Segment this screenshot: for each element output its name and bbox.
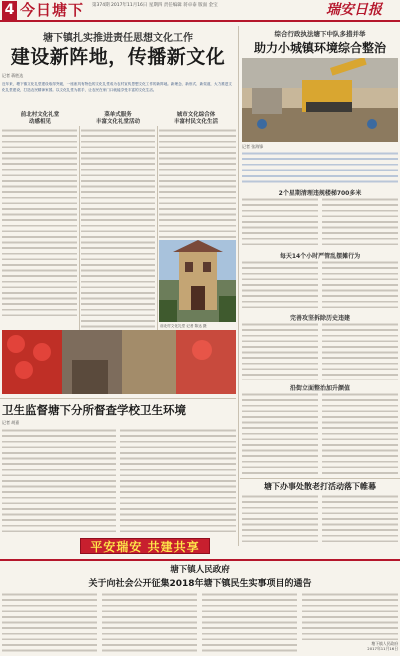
right-top-headline: 助力小城镇环境综合整治 — [253, 41, 386, 55]
section-divider — [240, 478, 400, 479]
notice-text-3 — [202, 592, 297, 652]
festival-photo — [2, 330, 236, 394]
column-rule — [157, 126, 158, 331]
demolition-photo-image — [242, 58, 398, 142]
left-mid-text-1 — [2, 428, 116, 532]
right-text-2b — [322, 260, 398, 310]
lead-photo-image — [159, 240, 236, 322]
lead-headline: 建设新阵地，传播新文化 — [10, 46, 226, 68]
right-mid-text-b — [322, 494, 398, 546]
newspaper-logo: 瑞安日报 — [326, 2, 382, 18]
right-text-4a — [242, 392, 318, 474]
column-rule — [79, 126, 80, 331]
left-mid-headline: 卫生监督塘下分所督查学校卫生环境 — [2, 403, 186, 417]
left-mid-text-2 — [120, 428, 236, 532]
right-subhead-4: 沿街立面整治加升颜值 — [289, 385, 350, 392]
right-text-3a — [242, 322, 318, 380]
lead-photo-caption: 前北村文化礼堂 记者 陈达 摄 — [160, 324, 207, 328]
right-subhead-3: 完善攻坚拆除历史违建 — [289, 315, 350, 322]
notice-text-4 — [302, 592, 398, 640]
right-text-1b — [322, 197, 398, 249]
right-mid-text-a — [242, 494, 318, 546]
lead-kicker: 塘下镇扎实推进责任思想文化工作 — [43, 33, 193, 44]
left-mid-byline: 记者 胡嘉 — [2, 420, 20, 425]
lead-byline: 记者 蒋胜达 — [2, 73, 24, 78]
right-text-3b — [322, 322, 398, 380]
festival-photo-image — [2, 330, 236, 394]
lead-column-1-text — [2, 128, 77, 320]
safety-banner: 平安瑞安 共建共享 — [80, 538, 210, 554]
right-subhead-2: 每天14个小时严管乱摆摊行为 — [279, 253, 361, 260]
right-top-byline: 记者 张海锋 — [242, 144, 264, 149]
notice-kicker: 塘下镇人民政府 — [170, 565, 230, 575]
demolition-photo — [242, 58, 398, 142]
lead-subhead-3: 城市文化综合体 丰富村民文化生活 — [173, 112, 218, 125]
right-subhead-1: 2个星期清理违规楼梯700多米 — [278, 190, 362, 197]
section-title: 今日塘下 — [20, 1, 85, 19]
issue-info: 第374期 2017年11月16日 星期四 责任编辑 蒋卓泰 版面 金宝 — [92, 3, 218, 8]
column-rule — [238, 26, 239, 546]
lead-subhead-2: 菜单式服务 丰富文化礼堂活动 — [95, 112, 140, 125]
notice-signature: 塘下镇人民政府 2017年11月16日 — [367, 641, 398, 651]
notice-text-1 — [2, 592, 97, 652]
lead-column-3-text — [159, 128, 236, 238]
right-text-1a — [242, 197, 318, 249]
right-text-4b — [322, 392, 398, 474]
page-number: 4 — [2, 1, 17, 20]
notice-text-2 — [102, 592, 197, 652]
lead-column-2-text — [81, 128, 155, 328]
lead-photo — [159, 240, 236, 322]
section-divider — [0, 398, 236, 399]
right-top-kicker: 综合行政执法塘下中队多措并举 — [274, 30, 366, 38]
lead-subhead-1: 前北村文化礼堂 动感相见 — [20, 112, 60, 125]
right-text-2a — [242, 260, 318, 310]
notice-headline: 关于向社会公开征集2018年塘下镇民生实事项目的通告 — [88, 579, 312, 589]
masthead — [0, 0, 400, 22]
right-mid-headline: 塘下办事处散老打活动落下帷幕 — [264, 482, 376, 491]
lead-intro: 近年来，塘下镇文化礼堂建设取得突破，一座座具有特色的文化礼堂成为农村宣传思想文化工作的新阵地。新理念、新形式、新渠道，大力推进文化礼堂建设，打造农民精神家园。以文化礼堂为抓手，让农民在家门口就能享受丰富的文化生活。 — [2, 82, 232, 92]
notice-divider — [0, 559, 400, 561]
right-top-intro — [242, 151, 398, 185]
